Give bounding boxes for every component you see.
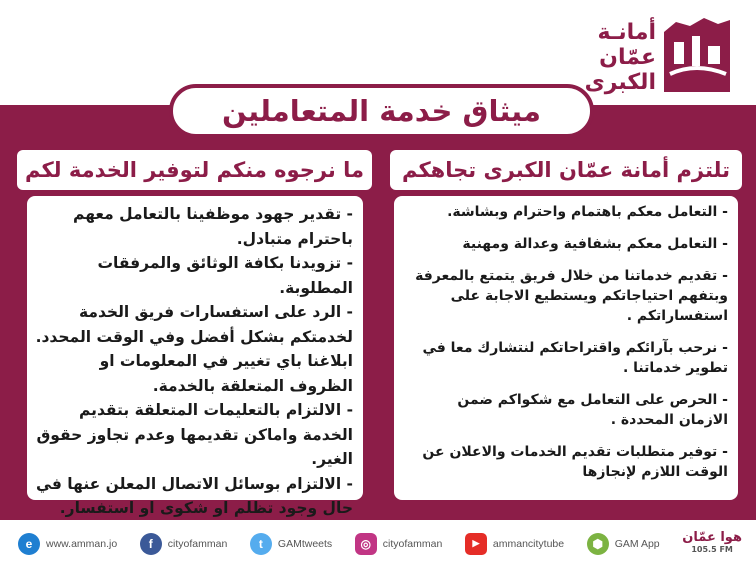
youtube-icon: ▶ (465, 533, 487, 555)
footer-link-website[interactable] (18, 533, 117, 555)
instagram-icon: ◎ (355, 533, 377, 555)
logo-line-2: عمّان (599, 45, 656, 70)
right-column-heading: تلتزم أمانة عمّان الكبرى تجاهكم (390, 150, 742, 190)
right-column-list (394, 196, 738, 500)
list-item: - نرحب بآرائكم واقتراحاتكم لنتشارك معا في تطوير خدماتنا . (422, 340, 728, 376)
list-item: - تقدير جهود موظفينا بالتعامل معهم باحترام متبادل. (73, 205, 353, 248)
city-emblem-icon (656, 12, 736, 100)
footer-link-twitter[interactable] (250, 533, 332, 555)
list-item: - الحرص على التعامل مع شكواكم ضمن الازمان المحددة . (457, 392, 728, 428)
footer-link-youtube[interactable] (465, 533, 564, 555)
footer-link-label: ammancitytube (492, 537, 565, 550)
list-item: - التعامل معكم باهتمام واحترام وبشاشة. (447, 204, 728, 220)
list-item: - الرد على استفسارات فريق الخدمة لخدمتكم بشكل أفضل وفي الوقت المحدد. (35, 303, 353, 346)
list-item: - التعامل معكم بشفافية وعدالة ومهنية (462, 236, 728, 252)
footer-link-label: cityofamman (167, 537, 228, 550)
list-item: ابلاغنا باي تغيير في المعلومات او الظروف المتعلقة بالخدمة. (99, 352, 353, 395)
left-column-heading: ما نرجوه منكم لتوفير الخدمة لكم (17, 150, 372, 190)
footer-link-instagram[interactable] (355, 533, 443, 555)
page-title: ميثاق خدمة المتعاملين (169, 84, 594, 138)
footer-bar (0, 520, 756, 567)
radio-name: هوا عمّان (682, 529, 742, 545)
radio-logo (682, 529, 742, 556)
facebook-icon: f (140, 533, 162, 555)
left-column-list (27, 196, 363, 517)
footer-link-label: GAM App (614, 537, 660, 550)
footer-link-label: cityofamman (382, 537, 443, 550)
list-item: - تقديم خدماتنا من خلال فريق يتمتع بالمعرفة وبتفهم احتياجاتكم ويستطيع الاجابة على استفساراتكم . (415, 268, 728, 324)
list-item: - توفير متطلبات تقديم الخدمات والاعلان عن الوقت اللازم لإنجازها (422, 444, 728, 480)
list-item: - تزويدنا بكافة الوثائق والمرفقات المطلوبة. (97, 254, 353, 297)
logo-line-3: الكبرى (584, 70, 656, 95)
radio-frequency: 105.5 FM (691, 544, 733, 554)
android-icon: ⬢ (587, 533, 609, 555)
footer-link-app[interactable] (587, 533, 660, 555)
ie-icon: e (18, 533, 40, 555)
footer-link-label: GAMtweets (277, 537, 333, 550)
twitter-icon: t (250, 533, 272, 555)
footer-link-label: www.amman.jo (46, 537, 118, 550)
list-item: - الالتزام بوسائل الاتصال المعلن عنها في حال وجود تظلم او شكوى او استفسار. (36, 474, 353, 517)
logo-text (585, 20, 656, 95)
footer-link-facebook[interactable] (140, 533, 228, 555)
list-item: - الالتزام بالتعليمات المتعلقة بتقديم الخدمة واماكن تقديمها وعدم تجاوز حقوق الغير. (36, 401, 353, 468)
logo-line-1: أمانـة (597, 20, 656, 45)
